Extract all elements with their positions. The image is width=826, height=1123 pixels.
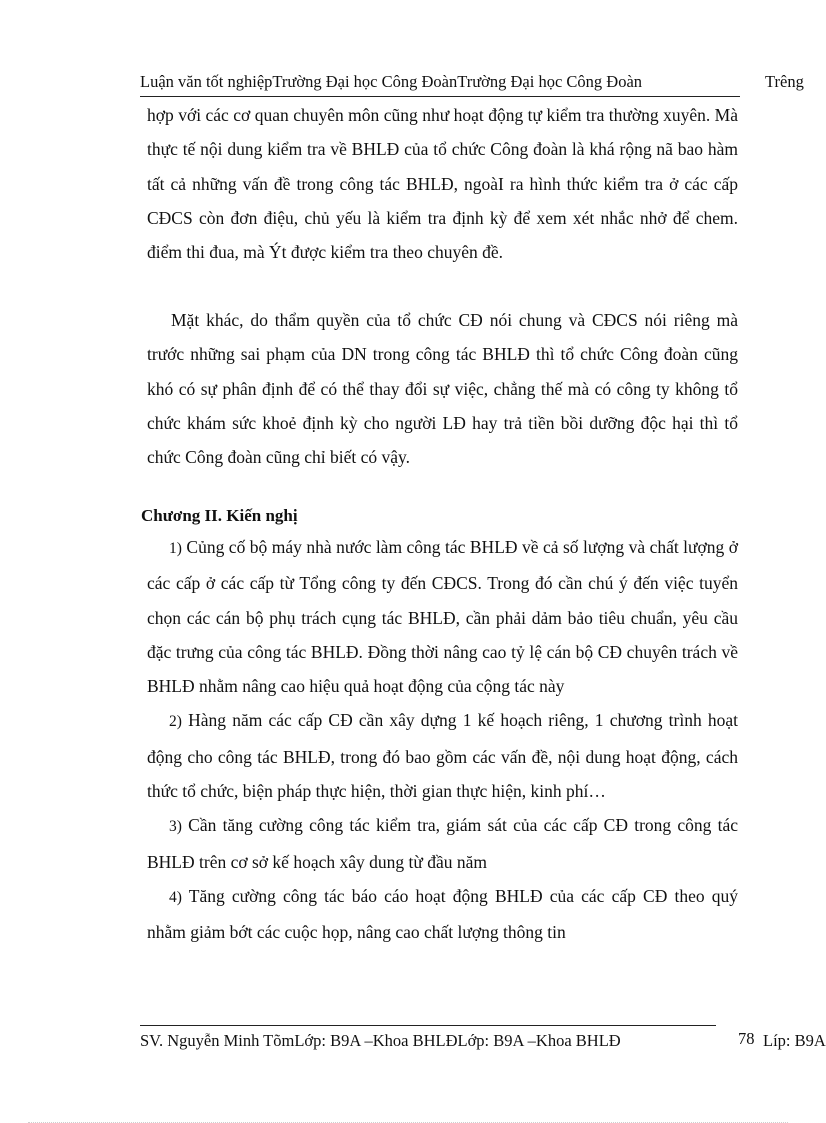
body-paragraph-1: hợp với các cơ quan chuyên môn cũng như hoạt động tự kiểm tra thường xuyên. Mà thực tế nội dung kiểm tra về BHLĐ của tổ chức Công đoàn là khá rộng nã bao hàm tất cả những vấn đề trong công tác BHLĐ, ngoàI ra hình thức kiểm tra ở các cấp CĐCS còn đơn điệu, chủ yếu là kiểm tra định kỳ để xem xét nhắc nhở để chem. điểm thi đua, mà Ýt được kiểm tra theo chuyên đề. (147, 105, 738, 263)
header-divider (140, 96, 740, 97)
item-number: 4) (169, 888, 182, 906)
item-text: Cần tăng cường công tác kiểm tra, giám sát của các cấp CĐ trong công tác BHLĐ trên cơ sở kế hoạch xây dung từ đầu năm (147, 815, 739, 872)
recommendation-item (147, 703, 738, 808)
footer-divider (140, 1025, 716, 1026)
body-paragraph-2: Mặt khác, do thẩm quyền của tổ chức CĐ nói chung và CĐCS nói riêng mà trước những sai phạm của DN trong công tác BHLĐ thì tổ chức Công đoàn cũng khó có sự phân định để có thể thay đổi sự việc, chẳng thế mà có công ty không tổ chức khám sức khoẻ định kỳ cho người LĐ hay trả tiền bồi dưỡng độc hại thì tổ chức Công đoàn cũng chỉ biết có vậy. (147, 310, 738, 468)
footer-right-class: Líp: B9A (763, 1031, 826, 1050)
item-text: Hàng năm các cấp CĐ cần xây dựng 1 kế hoạch riêng, 1 chương trình hoạt động cho công tác BHLĐ, trong đó bao gồm các vấn đề, nội dung hoạt động, cách thức tổ chức, biện pháp thực hiện, thời gian thực hiện, kinh phí… (147, 710, 739, 802)
footer-author-class: SV. Nguyễn Minh TõmLớp: B9A –Khoa BHLĐLớp: B9A –Khoa BHLĐ (140, 1031, 621, 1050)
item-text: Củng cố bộ máy nhà nước làm công tác BHLĐ về cả số lượng và chất lượng ở các cấp ở các cấp từ Tổng công ty đến CĐCS. Trong đó cần chú ý đến việc tuyển chọn các cán bộ phụ trách cụng tác BHLĐ, cần phải dảm bảo tiêu chuẩn, yêu cầu đặc trưng của công tác BHLĐ. Đồng thời nâng cao tỷ lệ cán bộ CĐ chuyên trách về BHLĐ nhằm nâng cao hiệu quả hoạt động của cộng tác này (147, 537, 739, 697)
recommendation-item (147, 530, 738, 703)
item-number: 3) (169, 818, 182, 836)
item-number: 1) (169, 540, 182, 557)
recommendation-list (147, 530, 738, 950)
running-header-title: Luận văn tốt nghiệpTrường Đại học Công ĐoànTrường Đại học Công Đoàn (140, 72, 643, 91)
running-header-right: Trêng (765, 72, 804, 91)
recommendation-item (147, 879, 738, 950)
item-number: 2) (169, 713, 182, 731)
chapter-heading: Chương II. Kiến nghị (141, 506, 298, 525)
item-text: Tăng cường công tác báo cáo hoạt động BHLĐ của các cấp CĐ theo quý nhằm giảm bớt các cuộc họp, nâng cao chất lượng thông tin (147, 885, 738, 943)
recommendation-item (147, 808, 738, 879)
page-number: 78 (738, 1029, 755, 1048)
